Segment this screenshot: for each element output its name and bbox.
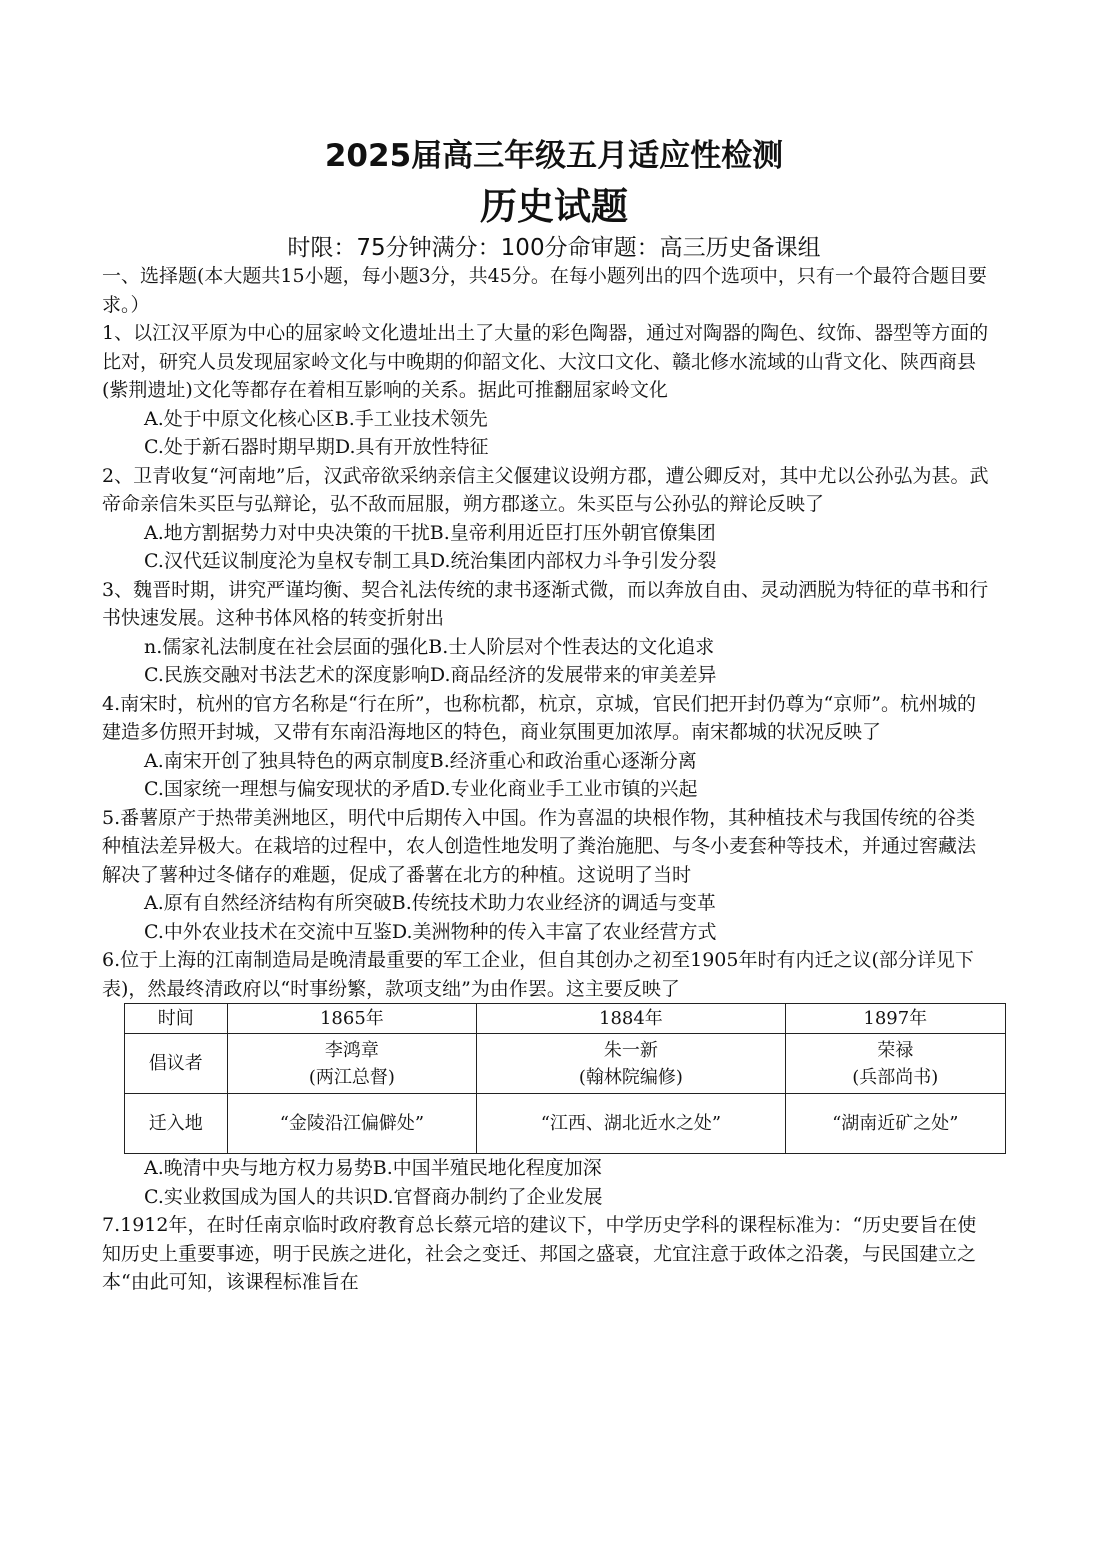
proposer-title: (兵部尚书): [852, 1066, 939, 1088]
question-option: C.国家统一理想与偏安现状的矛盾D.专业化商业手工业市镇的兴起: [144, 778, 698, 800]
table-row: [125, 1094, 1006, 1154]
table-cell: “湖南近矿之处”: [785, 1094, 1005, 1154]
question-option: C.中外农业技术在交流中互鉴D.美洲物种的传入丰富了农业经营方式: [144, 920, 717, 943]
question-stem: 2、卫青收复“河南地”后，汉武帝欲采纳亲信主父偃建议设朔方郡，遭公卿反对，其中尤以公孙弘为甚。武帝命亲信朱买臣与弘辩论，弘不敌而屈服，朔方郡遂立。朱买臣与公孙弘的辩论反映了: [102, 464, 989, 515]
table-cell: [477, 1034, 785, 1094]
proposer-name: 荣禄: [877, 1039, 914, 1061]
question-option: C.实业救国成为国人的共识D.官督商办制约了企业发展: [144, 1185, 603, 1208]
table-cell: [227, 1034, 477, 1094]
relocation-table: [124, 1003, 1006, 1154]
proposer-name: 李鸿章: [324, 1039, 379, 1061]
table-header-cell: 1884年: [477, 1004, 785, 1034]
question-option: C.民族交融对书法艺术的深度影响D.商品经济的发展带来的审美差异: [144, 664, 717, 686]
question-option: A.原有自然经济结构有所突破B.传统技术助力农业经济的调适与变革: [144, 892, 716, 914]
question-stem: 5.番薯原产于热带美洲地区，明代中后期传入中国。作为喜温的块根作物，其种植技术与我国传统的谷类种植法差异极大。在栽培的过程中，农人创造性地发明了粪治施肥、与冬小麦套种等技术，并通过窖藏法解决了薯种过冬储存的难题，促成了番薯在北方的种植。这说明了当时: [102, 806, 977, 886]
question-stem: 1、以江汉平原为中心的屈家岭文化遗址出土了大量的彩色陶器，通过对陶器的陶色、纹饰、器型等方面的比对，研究人员发现屈家岭文化与中晚期的仰韶文化、大汶口文化、赣北修水流域的山背文化、陕西商县(紫荆遗址)文化等都存在着相互影响的关系。据此可推翻屈家岭文化: [102, 322, 989, 401]
table-row: [125, 1034, 1006, 1094]
proposer-title: (翰林院编修): [578, 1066, 683, 1088]
exam-title: 2025届高三年级五月适应性检测: [324, 138, 784, 174]
table-cell: “金陵沿江偏僻处”: [227, 1094, 477, 1154]
table-header-cell: 时间: [125, 1004, 228, 1034]
table-header-cell: 1897年: [785, 1004, 1005, 1034]
proposer-title: (两江总督): [308, 1066, 395, 1088]
exam-subject-title: 历史试题: [480, 185, 628, 228]
question-option: A.晚清中央与地方权力易势B.中国半殖民地化程度加深: [144, 1157, 602, 1179]
question-option: C.汉代廷议制度沦为皇权专制工具D.统治集团内部权力斗争引发分裂: [144, 550, 717, 572]
table-row-label: 迁入地: [125, 1094, 228, 1154]
question-option: A.地方割据势力对中央决策的干扰B.皇帝利用近臣打压外朝官僚集团: [144, 521, 716, 544]
table-row-label: 倡议者: [125, 1034, 228, 1094]
question-option: A.处于中原文化核心区B.手工业技术领先: [144, 407, 488, 430]
table-cell: [785, 1034, 1005, 1094]
section-intro: 一、选择题(本大题共15小题，每小题3分，共45分。在每小题列出的四个选项中，只有一个最符合题目要求。）: [102, 265, 987, 316]
question-stem: 3、魏晋时期，讲究严谨均衡、契合礼法传统的隶书逐渐式微，而以奔放自由、灵动洒脱为特征的草书和行书快速发展。这种书体风格的转变折射出: [102, 578, 989, 629]
proposer-name: 朱一新: [603, 1039, 658, 1061]
question-option: C.处于新石器时期早期D.具有开放性特征: [144, 436, 489, 458]
question-option: n.儒家礼法制度在社会层面的强化B.士人阶层对个性表达的文化追求: [144, 635, 715, 658]
question-option: A.南宋开创了独具特色的两京制度B.经济重心和政治重心逐渐分离: [144, 749, 697, 772]
question-stem: 4.南宋时，杭州的官方名称是“行在所”，也称杭都，杭京，京城，官民们把开封仍尊为“京师”。杭州城的建造多仿照开封城，又带有东南沿海地区的特色，商业氛围更加浓厚。南宋都城的状况反映了: [102, 692, 976, 743]
table-header-row: [125, 1004, 1006, 1034]
table-cell: “江西、湖北近水之处”: [477, 1094, 785, 1154]
question-stem: 6.位于上海的江南制造局是晚清最重要的军工企业，但自其创办之初至1905年时有内迁之议(部分详见下表)，然最终清政府以“时事纷繁，款项支绌”为由作罢。这主要反映了: [102, 949, 974, 1000]
exam-meta: 时限：75分钟满分：100分命审题：高三历史备课组: [287, 235, 821, 261]
table-header-cell: 1865年: [227, 1004, 477, 1034]
question-stem: 7.1912年，在时任南京临时政府教育总长蔡元培的建议下，中学历史学科的课程标准为：“历史要旨在使知历史上重要事迹，明于民族之进化，社会之变迁、邦国之盛衰，尤宜注意于政体之沿袭，与民国建立之本“由此可知，该课程标准旨在: [102, 1214, 977, 1293]
exam-body: [102, 262, 992, 1297]
